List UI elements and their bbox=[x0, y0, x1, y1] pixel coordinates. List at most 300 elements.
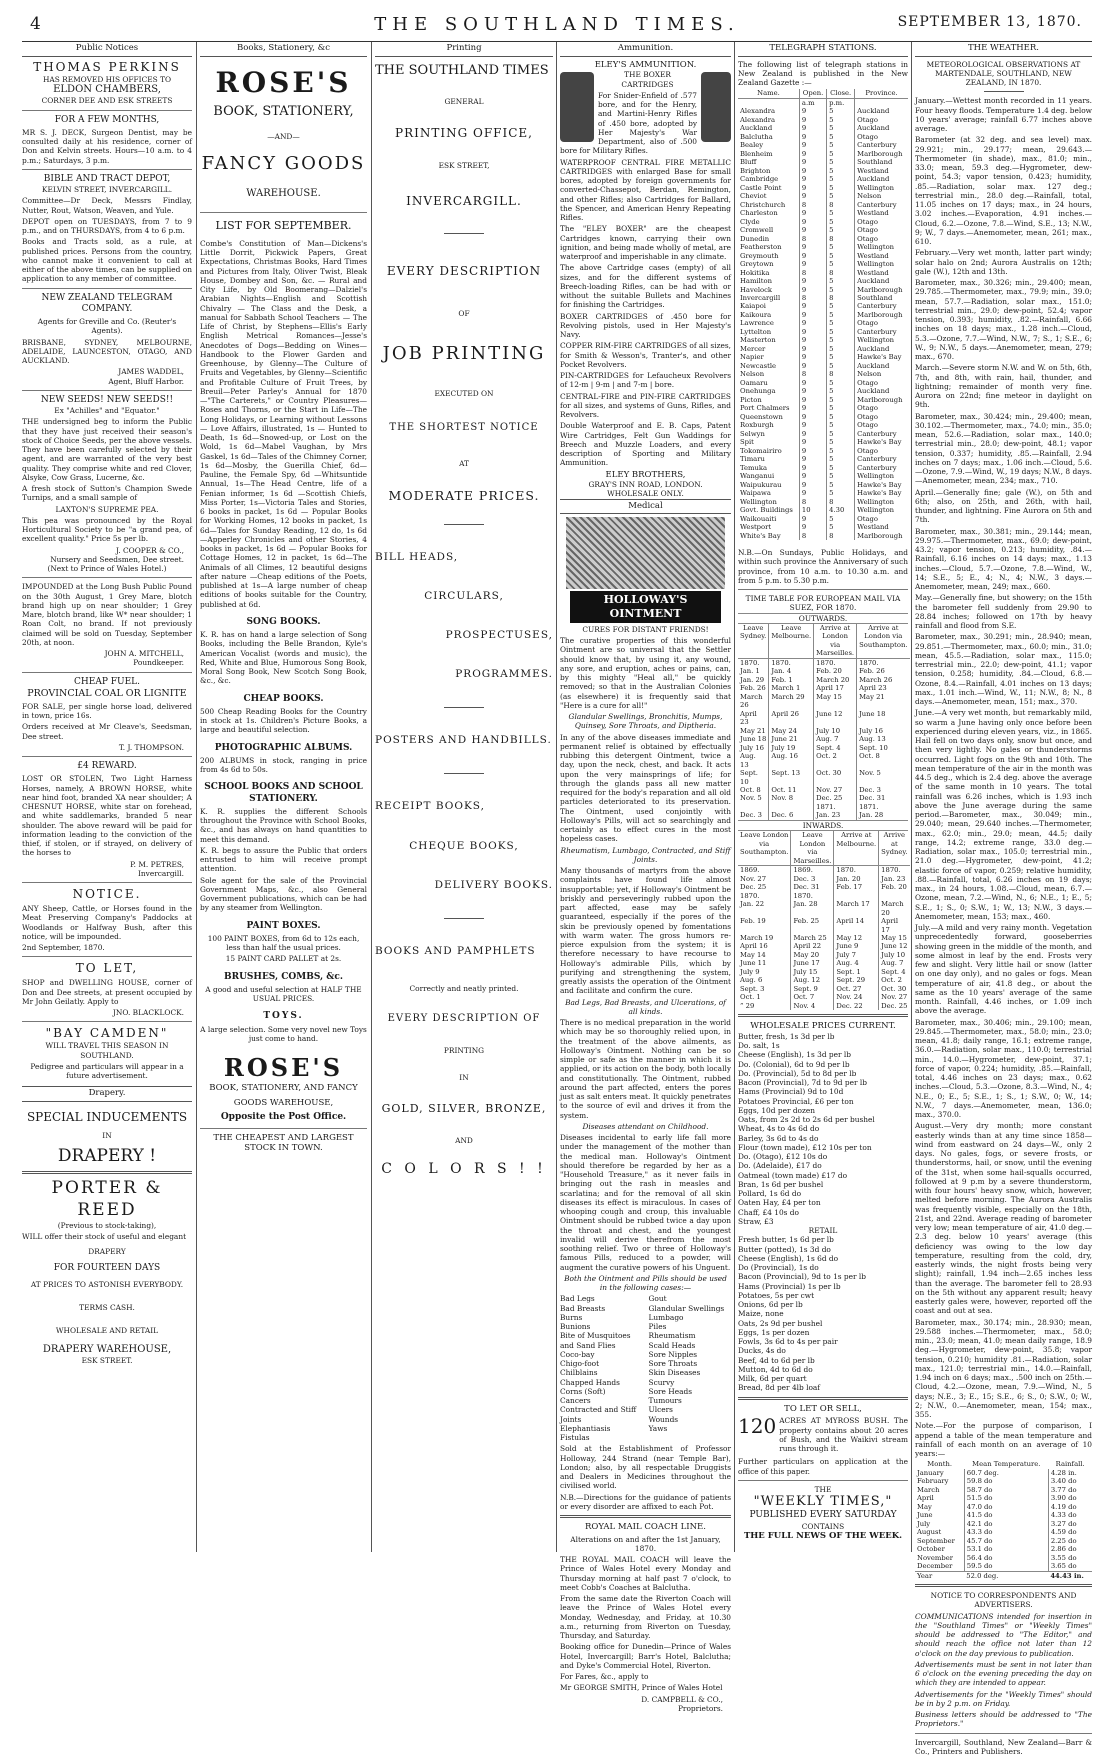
list-item: Bite of Musquitoes and Sand Flies bbox=[560, 1331, 631, 1350]
table-cell: June bbox=[917, 1511, 933, 1520]
table-row bbox=[738, 447, 908, 455]
table-cell: 9 bbox=[799, 311, 826, 319]
table-cell: 9 bbox=[799, 133, 826, 141]
list-item: Onions, 6d per lb bbox=[738, 1300, 803, 1310]
column-divider bbox=[734, 42, 735, 1552]
table-cell: Wellington bbox=[740, 497, 777, 506]
holloway-nb: N.B.—Directions for the guidance of patients or every disorder are affixed to each Pot. bbox=[560, 1492, 731, 1511]
photo-body: 200 ALBUMS in stock, ranging in price from 4s 6d to 50s. bbox=[200, 755, 367, 775]
table-cell: 5 bbox=[827, 387, 855, 395]
tolet-acres: 120 bbox=[738, 1414, 777, 1439]
table-row bbox=[738, 744, 910, 752]
table-row bbox=[738, 985, 910, 993]
table-cell: 8 bbox=[799, 498, 826, 506]
telegram-places: BRISBANE, SYDNEY, MELBOURNE, ADELAIDE, LAUNCESTON, OTAGO, AND AUCKLAND. bbox=[22, 337, 192, 366]
empty-body: The above Cartridge cases (empty) of all sizes, and for the different systems of Breech-loading Rifles, can be had with or without the suitable Bullets and Machines for finishing the Cartridges. bbox=[560, 263, 731, 310]
table-cell: 1869. bbox=[791, 866, 834, 875]
table-cell: 5 bbox=[827, 404, 855, 412]
table-cell: August bbox=[917, 1528, 942, 1537]
table-row bbox=[738, 150, 908, 158]
corr-body: COMMUNICATIONS intended for insertion in the "Southland Times" or "Weekly Times" should be addressed to "The Editor," and should reach the office not later than 12 o'clock on the day previous to publication. bbox=[915, 1611, 1092, 1658]
table-cell: 9 bbox=[799, 302, 826, 310]
table-row bbox=[738, 430, 908, 438]
table-cell: May 20 bbox=[791, 951, 834, 959]
table-row bbox=[738, 866, 910, 875]
table-cell: April 14 bbox=[834, 917, 879, 934]
table-row bbox=[738, 892, 910, 900]
table-cell: May 15 bbox=[814, 693, 857, 710]
roses-bs: BOOK, STATIONERY, bbox=[213, 103, 354, 119]
table-row bbox=[738, 993, 910, 1001]
list-item: Mutton, 4d to 6d do bbox=[738, 1364, 813, 1374]
printing-item: BOOKS AND PAMPHLETS bbox=[375, 944, 536, 957]
table-cell: Dec. 6 bbox=[769, 811, 814, 819]
list-item: Gout bbox=[648, 1294, 667, 1304]
school-body: K. R. supplies the different Schools throughout the Province with School Books, &c., and has always on hand quantities to meet this demand. bbox=[200, 806, 367, 844]
table-cell: Otago bbox=[855, 421, 908, 429]
table-cell: Lyttelton bbox=[740, 327, 772, 336]
signature: Poundkeeper. bbox=[133, 658, 184, 668]
list-item: Bacon (Provincial), 9d to 1s per lb bbox=[738, 1272, 867, 1282]
table-cell: Lawrence bbox=[740, 319, 774, 328]
paint-body: 100 PAINT BOXES, from 6d to 12s each, less than half the usual prices. bbox=[207, 933, 360, 953]
table-cell: 5 bbox=[827, 167, 855, 175]
list-item: Potatoes Provincial, £6 per ton bbox=[738, 1096, 854, 1106]
table-cell: 4.30 bbox=[827, 506, 855, 514]
list-item: Sore Throats bbox=[648, 1359, 698, 1368]
printing-general: GENERAL bbox=[444, 96, 484, 106]
table-row bbox=[738, 735, 910, 743]
table-cell: Sept. 10 bbox=[857, 744, 910, 752]
coach-body: Alterations on and after the 1st January, 1870. bbox=[570, 1534, 721, 1553]
bible-books: Books and Tracts sold, as a rule, at published prices. Persons from the country, who cannot make it convenient to call at either of the above times, can be supplied on application to any member of committee. bbox=[22, 237, 192, 284]
divider bbox=[22, 956, 192, 957]
printing-printing: PRINTING bbox=[443, 1045, 485, 1055]
table-cell: Oct. 27 bbox=[834, 985, 879, 993]
table-cell: July bbox=[917, 1519, 931, 1528]
table-row bbox=[738, 811, 910, 819]
table-cell: Westland bbox=[855, 523, 908, 531]
weather-paragraph: Barometer, max., 30.381; min., 29.144; mean, 29.975.—Thermometer, max., 69.0; dew-point, 43.2; vapor tension, 0.213; humidity, .84.—Rainfall, 6.16 inches on 14 days; max., 1.13 inches.—Cloud, 5.7.—Ozone, 7.8.—Wind, W., 14; S.E., 5; E., 4; N., 4; N.W., 3 days.—Anemometer, mean, 249; max., 660. bbox=[915, 526, 1092, 592]
table-cell: 52.0 deg. bbox=[966, 1571, 999, 1580]
table-row bbox=[738, 192, 908, 200]
list-item: Coco-bay bbox=[560, 1349, 595, 1359]
central-body: CENTRAL-FIRE and PIN-FIRE CARTRIDGES for all sizes, and systems of Guns, Rifles, and Revolvers. bbox=[560, 391, 731, 419]
ailment-column bbox=[560, 1294, 643, 1442]
table-cell: Feb. 26 bbox=[740, 684, 766, 693]
weather-paragraph: July.—A mild and very rainy month. Vegetation unprecedentedly forward, gooseberries showing green in the middle of the month, and some almost in leaf by the end. Frosts very few and slight. Very little hail or snow (latter on one day only), and no gales or fogs. Mean temperature of air, 41.8 deg., or about the same as the 10 years' average of the same month. Rainfall, 4.46 inches, or 1.09 inch above the average. bbox=[915, 923, 1092, 1016]
list-item: Do (Provincial), 1s do bbox=[738, 1263, 819, 1273]
table-cell: Nov. 27 bbox=[814, 786, 857, 794]
column-printing bbox=[375, 42, 553, 1552]
table-cell: Southland bbox=[855, 294, 908, 302]
table-row bbox=[738, 370, 908, 378]
telegraph-table bbox=[738, 89, 908, 540]
holloway-sold: Sold at the Establishment of Professor Holloway, 244 Strand (near Temple Bar), London; also, by all respectable Druggists and Dealers in Medicines throughout the civilised world. bbox=[560, 1444, 731, 1491]
table-cell: 1870. bbox=[834, 866, 879, 875]
table-cell: 9 bbox=[799, 447, 826, 455]
table-cell: 5 bbox=[827, 158, 855, 166]
table-cell: 9 bbox=[799, 175, 826, 183]
table-cell: Sept. 9 bbox=[791, 985, 834, 993]
printing-item: POSTERS AND HANDBILLS. bbox=[375, 734, 552, 747]
table-cell: Waipukurau bbox=[740, 480, 782, 489]
ailment-column bbox=[649, 1294, 732, 1442]
ailment-list bbox=[560, 1294, 731, 1442]
table-cell: Oct. 30 bbox=[814, 769, 857, 786]
table-row bbox=[738, 489, 908, 497]
table-cell: 5 bbox=[827, 243, 855, 251]
cartridge-icon bbox=[560, 72, 594, 142]
table-cell: Year bbox=[917, 1571, 933, 1580]
divider bbox=[22, 882, 192, 883]
notice-date: 2nd September, 1870. bbox=[22, 943, 105, 952]
table-cell: Sept. 10 bbox=[740, 769, 758, 786]
weather-paragraph: April.—Generally fine; gale (W.), on 5th and 6th; also, on 25th, and 26th, with hail, thunder, and lightning. Fine Aurora on 5th and 7th. bbox=[915, 487, 1092, 525]
table-cell: 5 bbox=[827, 489, 855, 497]
table-row bbox=[738, 133, 908, 141]
table-cell: Otago bbox=[855, 116, 908, 124]
table-cell: Featherston bbox=[740, 243, 782, 252]
table-row bbox=[738, 184, 908, 192]
table-cell: 1870. bbox=[769, 658, 814, 667]
table-cell: Nov. 24 bbox=[834, 993, 879, 1001]
table-cell: 5 bbox=[827, 218, 855, 226]
table-cell: March 26 bbox=[857, 676, 910, 684]
table-row bbox=[738, 752, 910, 769]
table-cell: Jan. 28 bbox=[791, 900, 834, 917]
table-row bbox=[738, 498, 908, 506]
seeds-laxton: LAXTON'S SUPREME PEA. bbox=[55, 504, 159, 514]
table-cell: 41.5 do bbox=[964, 1511, 1048, 1519]
table-cell: 2.86 do bbox=[1048, 1545, 1092, 1553]
table-cell: Jan. 29 bbox=[740, 675, 765, 684]
table-cell: Canterbury bbox=[855, 328, 908, 336]
table-cell: 9 bbox=[799, 226, 826, 234]
table-cell: 5 bbox=[827, 184, 855, 192]
list-item: Chilblains bbox=[560, 1368, 598, 1378]
corr-title: NOTICE TO CORRESPONDENTS AND ADVERTISERS. bbox=[930, 1591, 1077, 1610]
table-cell: May 24 bbox=[769, 727, 814, 735]
table-cell: October bbox=[917, 1545, 945, 1554]
table-row bbox=[738, 141, 908, 149]
divider bbox=[22, 169, 192, 170]
table-row bbox=[915, 1477, 1092, 1485]
table-cell: May bbox=[917, 1502, 932, 1511]
table-cell: 5 bbox=[827, 311, 855, 319]
list-item: Oats, from 2s 2d to 2s 6d per bushel bbox=[738, 1115, 875, 1125]
signature: Agent, Bluff Harbor. bbox=[108, 376, 184, 386]
table-cell: Mercer bbox=[740, 344, 766, 353]
reward-body: LOST OR STOLEN, Two Light Harness Horses, namely, A BROWN HORSE, white near hind foot, branded XA near shoulder; A CHESNUT HORSE, white star on forehead, and white saddlemarks, branded 5 near shoulder. The above reward will be paid for information leading to the conviction of the thief, if stolen, or if strayed, on delivery of the horses to bbox=[22, 774, 192, 858]
column-public-notices bbox=[22, 42, 192, 1552]
printing-and: AND bbox=[455, 1135, 473, 1145]
table-cell: 1871. bbox=[814, 803, 857, 811]
table-header: Leave Melbourne. bbox=[769, 624, 814, 658]
list-item: Maize, none bbox=[738, 1309, 784, 1319]
weather-paragraph: March.—Severe storm N.W. and W. on 5th, 6th, 7th, and 8th, with rain, hail, thunder, and lightning; remainder of month very fine. Aurora on 22nd; fine meteor in daylight on 9th. bbox=[915, 363, 1092, 410]
table-header: Arrive at Melbourne. bbox=[834, 831, 879, 865]
table-cell: Feb. 1 bbox=[769, 676, 814, 684]
table-cell: 47.0 do bbox=[964, 1503, 1048, 1511]
table-cell: Nov. 5 bbox=[857, 769, 910, 786]
weather-paragraph: August.—Very dry month; more constant easterly winds than at any time since 1858—wind from eastward on 24 days—W., only 2 days. No gales, fogs, or severe frosts, or thunderstorms, hail, or snow, until the evening of the 31st, when some hail-squalls occurred, followed at 9 p.m by a severe thunderstorm, with four hours' heavy snow, which, however, melted before morning. The Aurora Australis was frequently visible, especially on the 18th, 21st, and 22nd. Average reading of barometer very low; mean temperature of air, 41.0 deg.—2.3 deg. below 10 years' average (this deficiency was owing to the low day temperature, resulting from the cold, dry, easterly winds, the night frosts being very slight); rainfall, 1.94 inch—2.65 inches less than the average. The barometer fell to 28.93 on the 5th without any apparent result; heavy easterly gales were, however, reported off the coast and out at sea. bbox=[915, 1121, 1092, 1316]
table-row bbox=[738, 260, 908, 268]
weather-paragraph: Barometer, max., 30.291; min., 28.940; mean, 29.851.—Thermometer, max., 60.0; min., 31.0; mean, 45.5.—Radiation, solar max., 115.0; terrestrial min., 22.0; dew-point, 41.1; vapor tension, 0.258; humidity, .84.—Cloud, 6.8.—Ozone, 8.4.—Rainfall, 4.01 inches on 13 days; max., 1.01 inch.—Wind, W., 11; N.W., 8; N., 8 days.—Anemometer, mean, 151; max., 370. bbox=[915, 632, 1092, 707]
table-cell: 3.55 do bbox=[1048, 1554, 1092, 1562]
table-row bbox=[738, 158, 908, 166]
table-cell: Nov. 4 bbox=[791, 1002, 834, 1010]
perkins-line: CORNER DEE AND ESK STREETS bbox=[41, 96, 173, 106]
bible-open: DEPOT open on TUESDAYS, from 7 to 9 p.m., and on THURSDAYS, from 4 to 6 p.m. bbox=[22, 216, 192, 236]
table-cell: Auckland bbox=[855, 362, 908, 370]
table-header: Arrive at London via Marseilles. bbox=[814, 624, 857, 658]
list-item: Glandular Swellings bbox=[648, 1303, 725, 1313]
table-cell: Marlborough bbox=[855, 396, 908, 404]
weather-paragraph: Barometer, max., 30.174; min., 28.930; mean, 29.588 inches.—Thermometer, max., 58.0; min., 23.0; mean, 41.0; mean daily range, 18.9 deg.—Hygrometer, dew-point, 35.8; vapor tension, 0.210; humidity .81.—Radiation, solar max., 121.0; terrestrial min., 14.0.—Rainfall, 1.94 inch on 6 days; max., .500 inch on 25th.—Cloud, 4.2.—Ozone, mean, 7.9.—Wind, N., 5 days; N.E., 3; E., 15; S.E., 6; S., 0; S.W., 0; W., 2; N.W., 0.—Anemometer, mean, 154; max., 355. bbox=[915, 1317, 1092, 1420]
list-item: Bran, 1s 6d per bushel bbox=[738, 1179, 824, 1189]
table-cell: 9 bbox=[799, 345, 826, 353]
table-cell: 9 bbox=[799, 116, 826, 124]
table-cell: 9 bbox=[799, 260, 826, 268]
table-cell: 5 bbox=[827, 141, 855, 149]
table-cell: 3.77 do bbox=[1048, 1486, 1092, 1494]
table-cell: Canterbury bbox=[855, 141, 908, 149]
table-cell: Aug. 13 bbox=[857, 735, 910, 743]
printing-shortest: THE SHORTEST NOTICE bbox=[389, 422, 539, 434]
table-cell: 9 bbox=[799, 404, 826, 412]
table-cell: 53.1 do bbox=[964, 1545, 1048, 1553]
table-cell: 8 bbox=[827, 498, 855, 506]
table-cell: Southland bbox=[855, 158, 908, 166]
list-item: Milk, 6d per quart bbox=[738, 1374, 807, 1384]
table-cell: Castle Point bbox=[740, 183, 782, 192]
table-cell: Newcastle bbox=[740, 361, 777, 370]
eb-body: The "ELEY BOXER" are the cheapest Cartridges known, carrying their own ignition, and being made wholly of metal, are waterproof and imperishable in any climate. bbox=[560, 224, 731, 261]
table-cell: Picton bbox=[740, 395, 762, 404]
table-cell: Waipawa bbox=[740, 489, 771, 498]
table-cell: Feb. 20 bbox=[879, 883, 910, 891]
table-cell: 42.1 do bbox=[964, 1520, 1048, 1528]
weather-paragraph: January.—Wettest month recorded in 11 years. Four heavy floods. Temperature 1.4 deg. below 10 years' average; rainfall 6.77 inches above average. bbox=[915, 96, 1092, 134]
table-cell: 5 bbox=[827, 336, 855, 344]
notice-head: NOTICE. bbox=[72, 887, 142, 901]
table-cell: Onehunga bbox=[740, 387, 776, 396]
signature: J. COOPER & CO., bbox=[115, 545, 184, 555]
table-cell: 9 bbox=[799, 167, 826, 175]
table-cell: 5 bbox=[827, 472, 855, 480]
corr-body: Business letters should be addressed to "The Proprietors." bbox=[915, 1710, 1092, 1729]
table-row bbox=[738, 658, 910, 667]
section-header: THE WEATHER. bbox=[915, 42, 1092, 57]
table-cell: 43.3 do bbox=[964, 1528, 1048, 1536]
divider bbox=[200, 212, 367, 213]
table-cell: Auckland bbox=[855, 345, 908, 353]
divider bbox=[22, 756, 192, 757]
table-row bbox=[915, 1528, 1092, 1536]
table-cell: January bbox=[917, 1468, 944, 1477]
list-item: Potatoes, 5s per cwt bbox=[738, 1290, 815, 1300]
table-cell: Nelson bbox=[855, 192, 908, 200]
table-cell: Spit bbox=[740, 438, 754, 447]
table-cell: Wellington bbox=[855, 243, 908, 251]
table-cell: 9 bbox=[799, 192, 826, 200]
table-header: Arrive at Sydney. bbox=[879, 831, 910, 865]
drapery-ff: FOR FOURTEEN DAYS bbox=[53, 1262, 161, 1273]
divider bbox=[22, 390, 192, 391]
list-item: Tumours bbox=[648, 1396, 682, 1405]
column-telegraph bbox=[738, 42, 908, 1552]
roses-gw: GOODS WAREHOUSE, bbox=[233, 1097, 334, 1108]
table-row bbox=[738, 968, 910, 976]
table-cell: 8 bbox=[799, 370, 826, 378]
telegram-head: NEW ZEALAND TELEGRAM COMPANY. bbox=[41, 292, 173, 314]
table-cell: Marlborough bbox=[855, 311, 908, 319]
section-header: Books, Stationery, &c bbox=[200, 42, 367, 57]
table-cell: 1869. bbox=[740, 866, 760, 875]
printing-colors: C O L O R S ! ! bbox=[381, 1161, 547, 1178]
table-cell: 5 bbox=[827, 124, 855, 132]
drapery-in: IN bbox=[102, 1130, 112, 1140]
table-cell: April 17 bbox=[814, 684, 857, 692]
pin-body: PIN-CARTRIDGES for Lefaucheux Revolvers of 12-m | 9-m | and 7-m | bore. bbox=[560, 371, 731, 390]
list-item: Fresh butter, 1s 6d per lb bbox=[738, 1235, 834, 1245]
corr-body: Advertisements must be sent in not later than 6 o'clock on the evening preceding the day on which they are intended to appear. bbox=[915, 1659, 1092, 1688]
table-cell: April 23 bbox=[740, 709, 757, 727]
table-cell: 9 bbox=[799, 413, 826, 421]
perkins-line: ELDON CHAMBERS, bbox=[53, 83, 161, 95]
corr-body: Advertisements for the "Weekly Times" should be in by 2 p.m. on Friday. bbox=[915, 1689, 1092, 1708]
table-cell: 5 bbox=[827, 133, 855, 141]
table-cell: 5 bbox=[827, 481, 855, 489]
table-cell: March 19 bbox=[740, 934, 774, 942]
table-cell: 56.4 do bbox=[964, 1554, 1048, 1562]
table-cell: 10 bbox=[799, 506, 826, 514]
table-cell: Canterbury bbox=[855, 430, 908, 438]
table-cell: 2.25 do bbox=[1048, 1537, 1092, 1545]
table-row bbox=[915, 1562, 1092, 1571]
roses-bsf: BOOK, STATIONERY, AND FANCY bbox=[209, 1083, 358, 1094]
table-cell: Otago bbox=[855, 226, 908, 234]
table-cell: Otago bbox=[855, 235, 908, 243]
weekly-the: THE bbox=[814, 1484, 832, 1494]
eley-wholesale: WHOLESALE ONLY. bbox=[607, 489, 684, 499]
roses-opp: Opposite the Post Office. bbox=[220, 1112, 347, 1123]
table-cell: May 21 bbox=[740, 726, 766, 735]
drapery-special: SPECIAL INDUCEMENTS bbox=[26, 1109, 188, 1124]
table-cell: 9 bbox=[799, 209, 826, 217]
table-row bbox=[738, 328, 908, 336]
drapery-dw: DRAPERY WAREHOUSE, bbox=[42, 1343, 172, 1355]
table-row bbox=[738, 506, 908, 514]
table-cell: Dec. 3 bbox=[740, 811, 762, 820]
school-body: Sole agent for the sale of the Provincial Government Maps, &c., also General Government publications, which can be had by any steamer from Wellington. bbox=[200, 875, 367, 913]
table-row bbox=[738, 472, 908, 480]
table-cell: 51.5 do bbox=[964, 1494, 1048, 1502]
list-item: Beef, 4d to 6d per lb bbox=[738, 1355, 815, 1365]
table-cell: Westland bbox=[855, 167, 908, 175]
weather-paragraph: February.—Very wet month, latter part windy; solar halo on 2nd; Aurora Australis on 12th; gale (W.), 12th and 13th. bbox=[915, 248, 1092, 276]
signature: Nursery and Seedsmen, Dee street. bbox=[50, 554, 184, 564]
table-cell: March bbox=[917, 1485, 940, 1494]
roses-title-2: ROSE'S bbox=[223, 1053, 344, 1083]
table-cell: 8 bbox=[827, 201, 855, 209]
table-cell: 5 bbox=[827, 286, 855, 294]
column-divider bbox=[371, 42, 372, 1552]
weather-paragraph: Barometer, max., 30.406; min., 29.100; mean, 29.845.—Thermometer, max., 58.0; min., 23.0; mean, 41.8; daily range, 16.1; extreme range, 36.0.—Radiation, solar max., 110.0; terrestrial min., 14.0.—Hygrometer, dew-point, 37.1; force of vapor, 0.224; humidity, .85.—Rainfall, total, 4.46 inches on 23 days; max., 0.62 inches.—Cloud, 5.3.—Ozone, 8.3.—Wind, N., 4; N.E., 0; E., 5; S.E., 1; S., 1; S.W., 0; W., 14; N.W., 7 days.—Anemometer, mean, 136.0; max., 370.0. bbox=[915, 1017, 1092, 1120]
divider bbox=[984, 91, 1024, 92]
table-cell: Otago bbox=[855, 218, 908, 226]
column-divider bbox=[911, 42, 912, 1552]
table-cell: Napier bbox=[740, 353, 764, 362]
table-cell: Dec. 31 bbox=[857, 794, 910, 802]
table-cell: 9 bbox=[799, 481, 826, 489]
signature: T. J. THOMPSON. bbox=[118, 742, 184, 752]
table-cell: 5 bbox=[827, 252, 855, 260]
table-cell: 9 bbox=[799, 141, 826, 149]
divider bbox=[444, 707, 484, 708]
list-item: Do. (Adelaide), £17 do bbox=[738, 1161, 822, 1171]
table-header: Mean Temperature. bbox=[972, 1460, 1041, 1469]
timetable-inwards: INWARDS. bbox=[738, 820, 908, 831]
table-row bbox=[738, 875, 910, 883]
table-row bbox=[915, 1503, 1092, 1511]
section-header: Printing bbox=[375, 42, 553, 57]
table-cell: Greymouth bbox=[740, 251, 779, 260]
table-cell: 3.65 do bbox=[1048, 1562, 1092, 1571]
weekly-title: "WEEKLY TIMES," bbox=[753, 1494, 893, 1510]
list-item: Bad Breasts bbox=[560, 1303, 606, 1313]
table-cell: Dec. 3 bbox=[857, 786, 910, 794]
table-cell: Feb. 26 bbox=[857, 667, 910, 675]
weekly-contains: CONTAINS bbox=[801, 1521, 845, 1531]
timetable-title: TIME TABLE FOR EUROPEAN MAIL VIA SUEZ, FOR 1870. bbox=[745, 594, 901, 613]
table-row bbox=[738, 710, 910, 727]
table-cell: February bbox=[917, 1477, 949, 1486]
table-cell: Masterton bbox=[740, 336, 776, 345]
table-cell: 1871. bbox=[857, 803, 910, 811]
table-row bbox=[738, 311, 908, 319]
table-cell: 5 bbox=[827, 430, 855, 438]
list-item: Eggs, 10d per dozen bbox=[738, 1105, 816, 1115]
drapery-terms: TERMS CASH. bbox=[79, 1303, 135, 1313]
table-cell: 9 bbox=[799, 455, 826, 463]
table-header: Month. bbox=[927, 1460, 952, 1469]
table-cell: Auckland bbox=[855, 277, 908, 285]
table-cell: Jan. 22 bbox=[740, 900, 765, 909]
table-cell: 3.27 do bbox=[1048, 1520, 1092, 1528]
holloway-body: The curative properties of this wonderful Ointment are so universal that the Settler should know that, by using it, any wound, any sore, and eruption, aches or pains, can, by this mighty "Heal all," be quickly removed; so that in the Australian Colonies (as elsewhere) it is frequently said that "Here is a cure for all!" bbox=[560, 636, 731, 710]
cartridge-icon bbox=[701, 72, 731, 142]
table-cell: Havelock bbox=[740, 285, 773, 294]
table-row bbox=[915, 1545, 1092, 1553]
table-header: Arrive at London via Southampton. bbox=[857, 624, 910, 658]
list-item: Oats, 2s 9d per bushel bbox=[738, 1318, 823, 1328]
table-cell: Cromwell bbox=[740, 226, 774, 235]
table-cell: 8 bbox=[799, 269, 826, 277]
table-cell: Wellington bbox=[855, 336, 908, 344]
table-row bbox=[738, 294, 908, 302]
deck-head: FOR A FEW MONTHS, bbox=[54, 114, 160, 125]
table-cell: Waikouaiti bbox=[740, 514, 777, 523]
column-weather bbox=[915, 42, 1092, 1756]
table-cell: Hokitika bbox=[740, 268, 770, 277]
printing-po: PRINTING OFFICE, bbox=[395, 126, 533, 141]
table-header: Rainfall. bbox=[1055, 1460, 1085, 1469]
table-cell bbox=[769, 803, 814, 811]
printing-items bbox=[375, 551, 553, 958]
table-cell: Charleston bbox=[740, 209, 778, 218]
